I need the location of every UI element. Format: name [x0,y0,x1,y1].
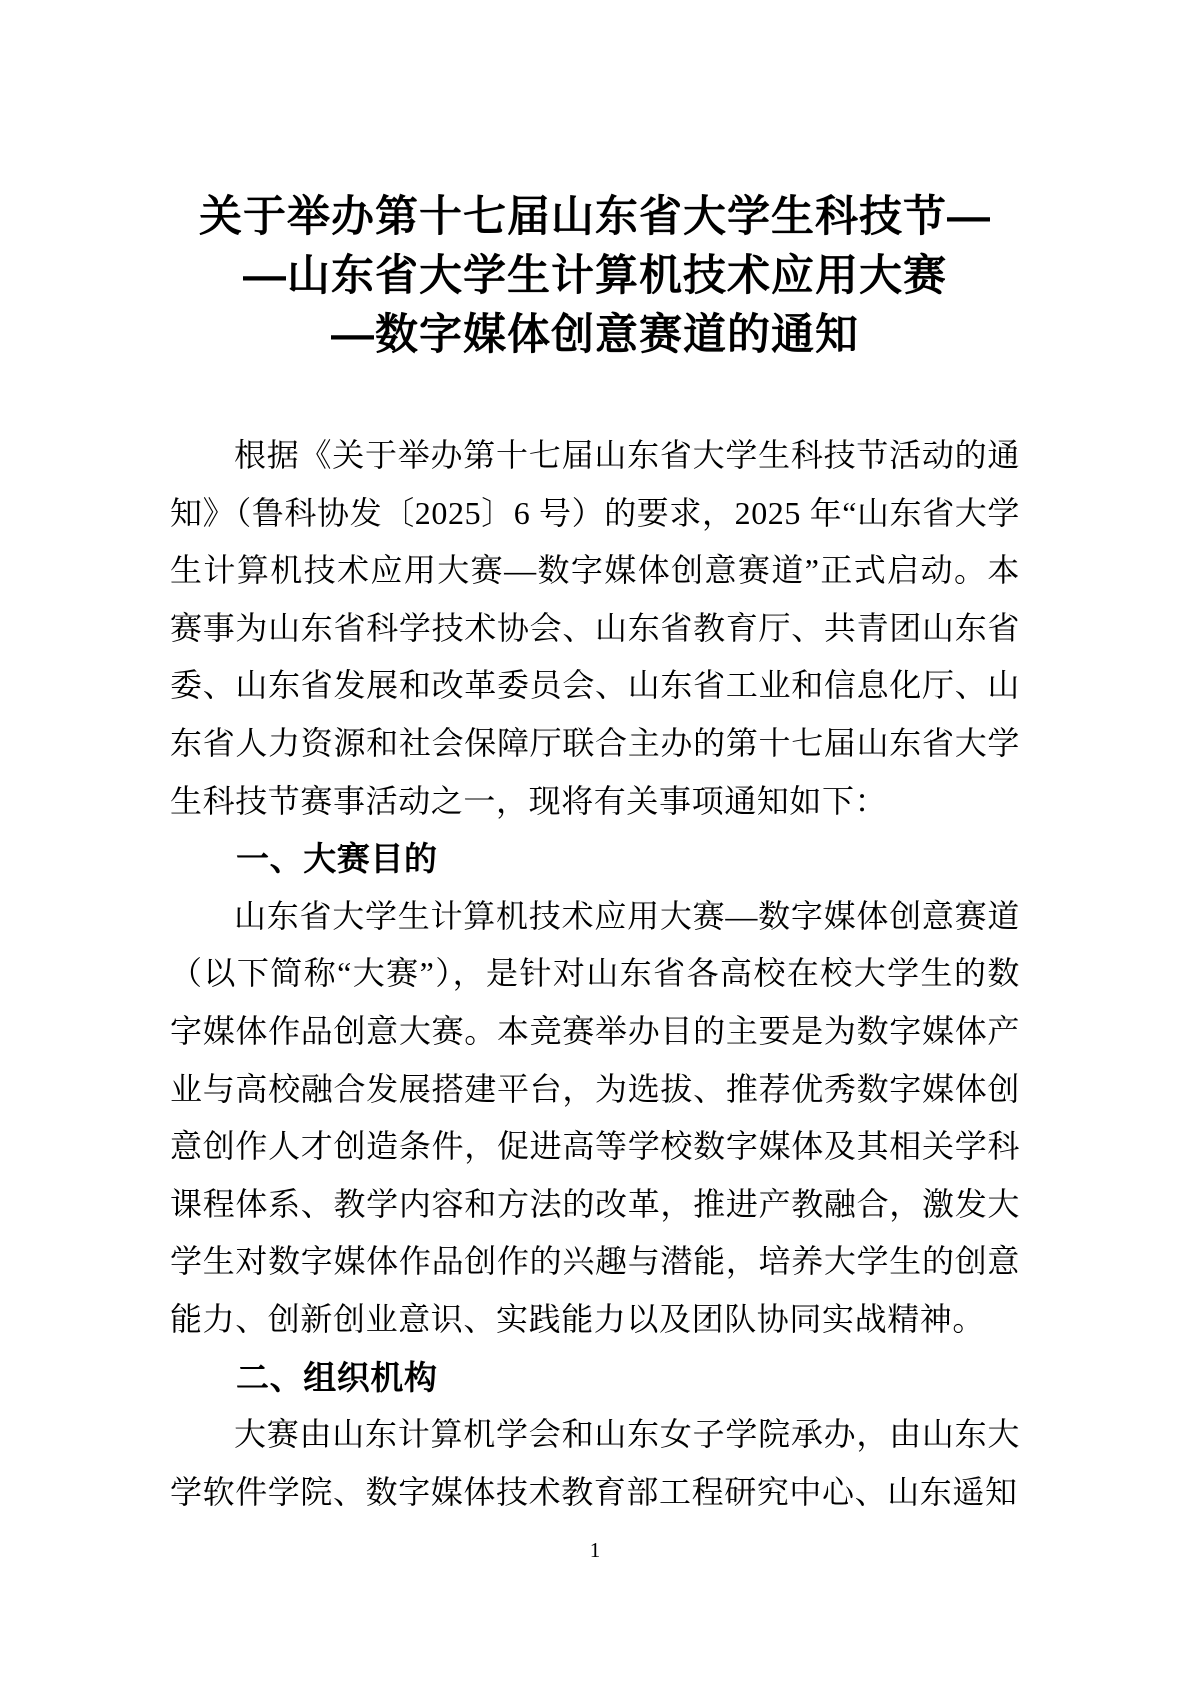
page-number: 1 [589,1538,601,1562]
title-line-2: —山东省大学生计算机技术应用大赛 [243,252,947,300]
section-1-heading: 一、大赛目的 [236,840,438,878]
section-1-paragraph: 山东省大学生计算机技术应用大赛—数字媒体创意赛道（以下简称“大赛”），是针对山东省各高校在校大学生的数字媒体作品创意大赛。本竞赛举办目的主要是为数字媒体产业与高校融合发展搭建平台，为选拔、推荐优秀数字媒体创意创作人才创造条件，促进高等学校数字媒体及其相关学科课程体系、教学内容和方法的改革，推进产教融合，激发大学生对数字媒体作品创作的兴趣与潜能，培养大学生的创意能力、创新创业意识、实践能力以及团队协同实战精神。 [170,897,1020,1337]
title-line-1: 关于举办第十七届山东省大学生科技节— [199,193,991,241]
title-line-3: —数字媒体创意赛道的通知 [331,311,859,359]
document-body [170,427,1020,1521]
intro-paragraph: 根据《关于举办第十七届山东省大学生科技节活动的通知》（鲁科协发〔2025〕6 号）的要求，2025 年“山东省大学生计算机技术应用大赛—数字媒体创意赛道”正式启动。本赛事为山东省科学技术协会、山东省教育厅、共青团山东省委、山东省发展和改革委员会、山东省工业和信息化厅、山东省人力资源和社会保障厅联合主办的第十七届山东省大学生科技节赛事活动之一，现将有关事项通知如下： [170,437,1021,819]
section-2-heading: 二、组织机构 [236,1358,438,1396]
section-2-paragraph: 大赛由山东计算机学会和山东女子学院承办，由山东大学软件学院、数字媒体技术教育部工程研究中心、山东遥知 [170,1416,1020,1510]
document-title [80,188,1110,365]
